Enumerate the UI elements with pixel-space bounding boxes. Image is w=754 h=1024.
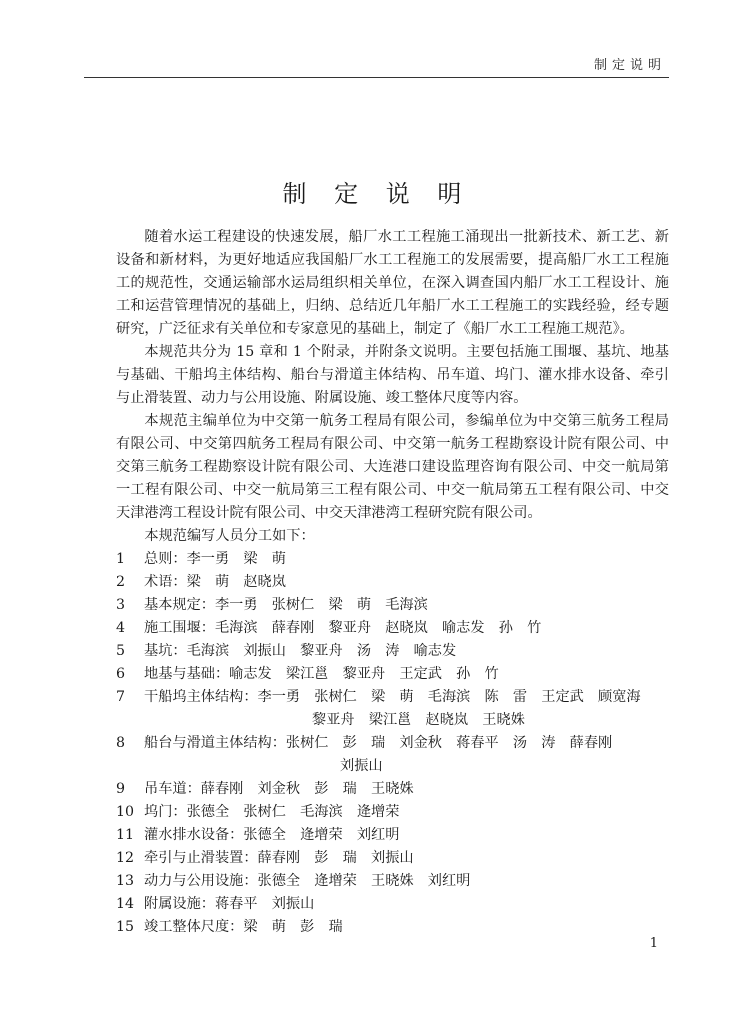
list-item-text: 基坑：毛海滨 刘振山 黎亚舟 汤 涛 喻志发 — [144, 643, 457, 659]
author-assignment-list — [116, 548, 669, 939]
list-item-text: 灌水排水设备：张德全 逄增荣 刘红明 — [144, 827, 400, 843]
list-item-number: 6 — [116, 666, 126, 682]
list-item — [116, 548, 669, 571]
list-item-text: 施工围堰：毛海滨 薛春刚 黎亚舟 赵晓岚 喻志发 孙 竹 — [144, 620, 542, 636]
list-item-text: 牵引与止滑装置：薛春刚 彭 瑞 刘振山 — [144, 850, 414, 866]
body-text — [116, 226, 669, 939]
list-item-text: 竣工整体尺度：梁 萌 彭 瑞 — [144, 919, 343, 935]
list-item-number: 12 — [116, 850, 135, 866]
list-item-text: 地基与基础：喻志发 梁江邕 黎亚舟 王定武 孙 竹 — [144, 666, 499, 682]
list-item — [116, 640, 669, 663]
list-item-number: 8 — [116, 735, 126, 751]
list-item-text — [144, 686, 669, 732]
page-title: 制 定 说 明 — [282, 180, 472, 208]
list-item — [116, 732, 669, 778]
list-item — [116, 571, 669, 594]
list-item-text: 术语：梁 萌 赵晓岚 — [144, 574, 286, 590]
list-item-number: 5 — [116, 643, 126, 659]
list-item-number: 15 — [116, 919, 135, 935]
list-item — [116, 778, 669, 801]
list-item-number: 7 — [116, 689, 126, 705]
list-item-continuation: 黎亚舟 梁江邕 赵晓岚 王晓姝 — [312, 712, 525, 728]
list-item-line: 干船坞主体结构：李一勇 张树仁 梁 萌 毛海滨 陈 雷 王定武 顾宽海 — [144, 689, 641, 705]
list-item-number: 10 — [116, 804, 135, 820]
list-item-text: 附属设施：蒋春平 刘振山 — [144, 896, 315, 912]
list-item-number: 9 — [116, 781, 126, 797]
list-item — [116, 893, 669, 916]
running-header: 制定说明 — [593, 58, 666, 73]
list-item-number: 13 — [116, 873, 135, 889]
list-item-number: 1 — [116, 551, 126, 567]
list-item-text: 吊车道：薛春刚 刘金秋 彭 瑞 王晓姝 — [144, 781, 414, 797]
list-item-text: 动力与公用设施：张德全 逄增荣 王晓姝 刘红明 — [144, 873, 471, 889]
list-item-text: 坞门：张德全 张树仁 毛海滨 逄增荣 — [144, 804, 400, 820]
list-item-continuation: 刘振山 — [340, 758, 383, 774]
list-item-text: 基本规定：李一勇 张树仁 梁 萌 毛海滨 — [144, 597, 428, 613]
list-item — [116, 617, 669, 640]
list-item-line: 船台与滑道主体结构：张树仁 彭 瑞 刘金秋 蒋春平 汤 涛 薛春刚 — [144, 735, 613, 751]
paragraph-scope: 本规范共分为 15 章和 1 个附录，并附条文说明。主要包括施工围堰、基坑、地基与基础、干船坞主体结构、船台与滑道主体结构、吊车道、坞门、灌水排水设备、牵引与止滑装置、动力与公用设施、附属设施、竣工整体尺度等内容。 — [116, 344, 669, 406]
list-item — [116, 916, 669, 939]
list-item-number: 4 — [116, 620, 126, 636]
list-item — [116, 686, 669, 732]
paragraph-intro: 随着水运工程建设的快速发展，船厂水工工程施工涌现出一批新技术、新工艺、新设备和新材料，为更好地适应我国船厂水工工程施工的发展需要，提高船厂水工工程施工的规范性，交通运输部水运局组织相关单位，在深入调查国内船厂水工工程设计、施工和运营管理情况的基础上，归纳、总结近几年船厂水工工程施工的实践经验，经专题研究，广泛征求有关单位和专家意见的基础上，制定了《船厂水工工程施工规范》。 — [116, 229, 669, 337]
page-number: 1 — [649, 936, 658, 951]
list-item-number: 14 — [116, 896, 135, 912]
list-item-number: 2 — [116, 574, 126, 590]
header-rule — [84, 77, 669, 78]
list-item — [116, 847, 669, 870]
list-item-text: 总则：李一勇 梁 萌 — [144, 551, 286, 567]
list-item — [116, 801, 669, 824]
list-item-number: 3 — [116, 597, 126, 613]
paragraph-units: 本规范主编单位为中交第一航务工程局有限公司，参编单位为中交第三航务工程局有限公司、中交第四航务工程局有限公司、中交第一航务工程勘察设计院有限公司、中交第三航务工程勘察设计院有限公司、大连港口建设监理咨询有限公司、中交一航局第一工程有限公司、中交一航局第三工程有限公司、中交一航局第五工程有限公司、中交天津港湾工程设计院有限公司、中交天津港湾工程研究院有限公司。 — [116, 413, 669, 521]
list-item — [116, 870, 669, 893]
list-item-number: 11 — [116, 827, 135, 843]
list-item — [116, 824, 669, 847]
list-item — [116, 663, 669, 686]
paragraph-authors-intro: 本规范编写人员分工如下： — [144, 528, 315, 544]
list-item-text — [144, 732, 669, 778]
list-item — [116, 594, 669, 617]
